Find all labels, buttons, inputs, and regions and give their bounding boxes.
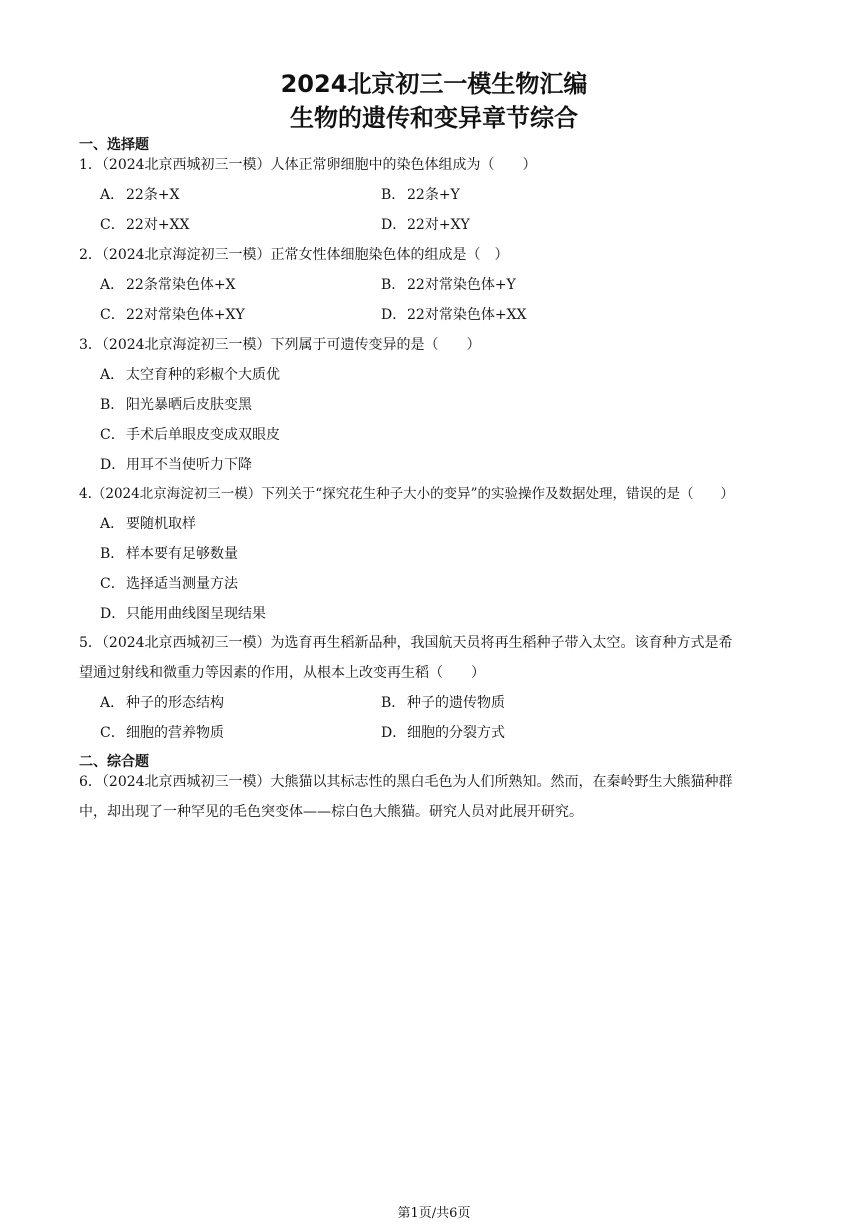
option-text: 种子的形态结构 bbox=[126, 695, 224, 711]
question-4-option-c bbox=[100, 575, 238, 593]
option-label: A． bbox=[100, 277, 125, 293]
question-6-stem-line-1: 6．（2024北京西城初三一模）大熊猫以其标志性的黑白毛色为人们所熟知。然而，在秦岭野生大熊猫种群 bbox=[79, 774, 733, 790]
option-text: 手术后单眼皮变成双眼皮 bbox=[126, 427, 280, 443]
option-text: 要随机取样 bbox=[126, 516, 196, 532]
question-4-option-d bbox=[100, 605, 266, 623]
option-text: 22对常染色体+XX bbox=[407, 307, 527, 323]
option-text: 太空育种的彩椒个大质优 bbox=[126, 367, 280, 383]
option-text: 细胞的分裂方式 bbox=[407, 725, 505, 741]
option-label: A． bbox=[100, 367, 125, 383]
question-5-stem-line-2: 望通过射线和微重力等因素的作用，从根本上改变再生稻（ ） bbox=[79, 665, 485, 681]
question-1-stem: 1．（2024北京西城初三一模）人体正常卵细胞中的染色体组成为（ ） bbox=[79, 157, 537, 173]
option-text: 22对+XY bbox=[407, 217, 470, 233]
option-text: 选择适当测量方法 bbox=[126, 576, 238, 592]
question-1-option-c bbox=[100, 216, 189, 234]
question-3-option-c bbox=[100, 426, 280, 444]
document-subtitle: 生物的遗传和变异章节综合 bbox=[290, 104, 578, 132]
option-label: D． bbox=[381, 725, 407, 741]
option-text: 阳光暴晒后皮肤变黑 bbox=[126, 397, 252, 413]
question-2-option-c bbox=[100, 306, 245, 324]
option-text: 细胞的营养物质 bbox=[126, 725, 224, 741]
question-2-stem: 2．（2024北京海淀初三一模）正常女性体细胞染色体的组成是（ ） bbox=[79, 247, 509, 263]
option-text: 种子的遗传物质 bbox=[407, 695, 505, 711]
option-label: A． bbox=[100, 187, 125, 203]
option-label: C． bbox=[100, 427, 125, 443]
option-text: 22对常染色体+Y bbox=[407, 277, 516, 293]
question-1-option-b bbox=[381, 186, 460, 204]
question-4-option-a bbox=[100, 515, 196, 533]
page-number: 第1页/共6页 bbox=[397, 1206, 471, 1221]
question-5-option-a bbox=[100, 694, 224, 712]
option-label: D． bbox=[381, 217, 407, 233]
question-5-stem-line-1: 5．（2024北京西城初三一模）为选育再生稻新品种，我国航天员将再生稻种子带入太空。该育种方式是希 bbox=[79, 635, 733, 651]
option-text: 22条+Y bbox=[407, 187, 460, 203]
question-2-option-d bbox=[381, 306, 526, 324]
option-label: B． bbox=[381, 277, 406, 293]
option-label: B． bbox=[381, 187, 406, 203]
option-label: D． bbox=[100, 457, 126, 473]
option-label: A． bbox=[100, 516, 125, 532]
document-title: 2024北京初三一模生物汇编 bbox=[280, 70, 588, 98]
question-3-option-b bbox=[100, 396, 252, 414]
question-4-option-b bbox=[100, 545, 238, 563]
question-3-option-d bbox=[100, 456, 252, 474]
question-4-stem: 4.（2024北京海淀初三一模）下列关于“探究花生种子大小的变异”的实验操作及数据处理，错误的是（ ） bbox=[79, 486, 735, 502]
option-label: B． bbox=[100, 546, 125, 562]
question-5-option-b bbox=[381, 694, 505, 712]
option-text: 22条常染色体+X bbox=[126, 277, 236, 293]
option-label: B． bbox=[100, 397, 125, 413]
question-3-stem: 3．（2024北京海淀初三一模）下列属于可遗传变异的是（ ） bbox=[79, 337, 481, 353]
question-1-option-a bbox=[100, 186, 180, 204]
option-label: B． bbox=[381, 695, 406, 711]
option-text: 用耳不当使听力下降 bbox=[126, 457, 252, 473]
question-6-stem-line-2: 中，却出现了一种罕见的毛色突变体——棕白色大熊猫。研究人员对此展开研究。 bbox=[79, 804, 583, 820]
question-3-option-a bbox=[100, 366, 280, 384]
question-1-option-d bbox=[381, 216, 470, 234]
option-label: C． bbox=[100, 217, 125, 233]
option-text: 只能用曲线图呈现结果 bbox=[126, 606, 266, 622]
option-label: D． bbox=[100, 606, 126, 622]
question-2-option-a bbox=[100, 276, 236, 294]
option-text: 22对常染色体+XY bbox=[126, 307, 245, 323]
question-2-option-b bbox=[381, 276, 516, 294]
option-label: A． bbox=[100, 695, 125, 711]
question-5-option-d bbox=[381, 724, 505, 742]
option-label: D． bbox=[381, 307, 407, 323]
option-text: 22对+XX bbox=[126, 217, 190, 233]
section-heading-comprehensive: 二、综合题 bbox=[79, 754, 149, 770]
option-text: 22条+X bbox=[126, 187, 180, 203]
question-5-option-c bbox=[100, 724, 224, 742]
option-text: 样本要有足够数量 bbox=[126, 546, 238, 562]
section-heading-choice: 一、选择题 bbox=[79, 137, 149, 153]
option-label: C． bbox=[100, 576, 125, 592]
option-label: C． bbox=[100, 307, 125, 323]
option-label: C． bbox=[100, 725, 125, 741]
